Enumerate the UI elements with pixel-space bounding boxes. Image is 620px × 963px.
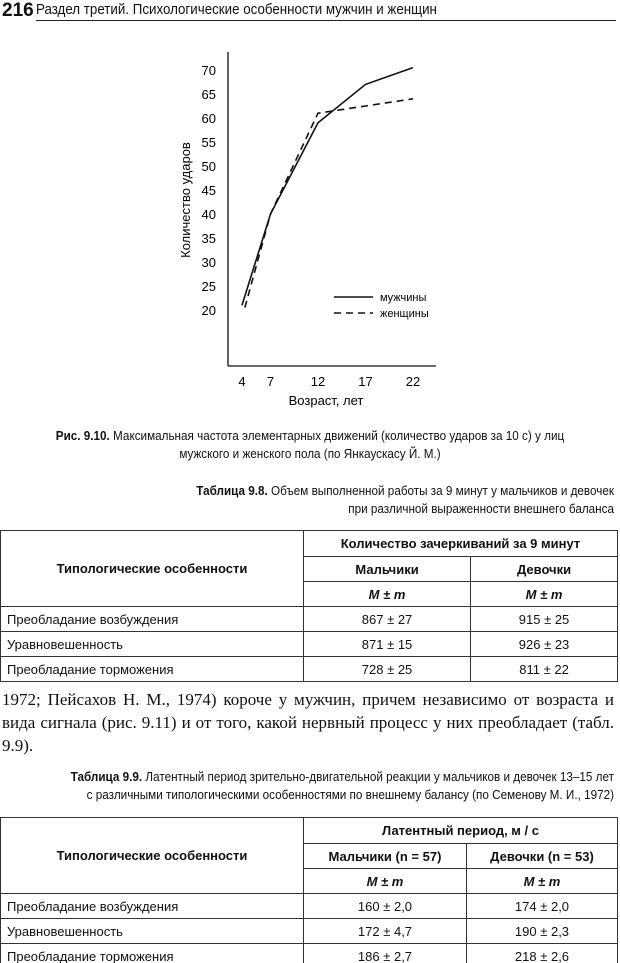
- caption-line: Латентный период зрительно-двигательной реакции у мальчиков и девочек 13–15 лет: [145, 769, 615, 784]
- caption-line: Объем выполненной работы за 9 минут у мальчиков и девочек: [271, 483, 614, 498]
- table-98: [0, 530, 618, 682]
- table-98-label: Таблица 9.8.: [196, 483, 268, 498]
- group-header: Количество зачеркиваний за 9 минут: [304, 531, 618, 557]
- row-label: Преобладание торможения: [1, 657, 304, 682]
- x-tick-label: 22: [405, 374, 421, 389]
- row-label: Преобладание торможения: [1, 944, 304, 963]
- cell-girls: 174 ± 2,0: [466, 894, 617, 919]
- stat-header: M ± m: [466, 869, 617, 894]
- series-line-women: [245, 99, 413, 308]
- legend-label: мужчины: [380, 292, 427, 304]
- sub-header-girls: Девочки (n = 53): [466, 844, 617, 869]
- table-row: [1, 919, 618, 944]
- figure-caption-text: Максимальная частота элементарных движений (количество ударов за 10 с) у лиц мужского и женского пола (по Янкаускасу Й. М.): [113, 428, 565, 461]
- sub-header-girls: Девочки: [471, 557, 618, 582]
- x-tick-label: 12: [310, 374, 326, 389]
- y-tick-label: 50: [201, 159, 216, 174]
- cell-boys: 871 ± 15: [304, 632, 471, 657]
- figure-label: Рис. 9.10.: [55, 428, 110, 443]
- y-tick-label: 65: [201, 87, 216, 102]
- table-row: [1, 607, 618, 632]
- stat-header: M ± m: [304, 869, 467, 894]
- table-99: [0, 817, 618, 963]
- cell-boys: 728 ± 25: [304, 657, 471, 682]
- table-98-caption: [2, 482, 614, 518]
- col-header: Типологические особенности: [1, 818, 304, 894]
- y-tick-label: 70: [201, 63, 216, 78]
- row-label: Преобладание возбуждения: [1, 607, 304, 632]
- y-tick-label: 45: [201, 183, 216, 198]
- col-header: Типологические особенности: [1, 531, 304, 607]
- line-chart: [0, 0, 620, 420]
- body-paragraph: 1972; Пейсахов Н. М., 1974) короче у мужчин, причем независимо от возраста и вида сигнала (рис. 9.11) и от того, какой нервный процесс у них преобладает (табл. 9.9).: [2, 690, 614, 755]
- row-label: Преобладание возбуждения: [1, 894, 304, 919]
- row-label: Уравновешенность: [1, 632, 304, 657]
- cell-boys: 867 ± 27: [304, 607, 471, 632]
- cell-girls: 190 ± 2,3: [466, 919, 617, 944]
- y-tick-label: 20: [201, 303, 216, 318]
- sub-header-boys: Мальчики: [304, 557, 471, 582]
- stat-header: M ± m: [471, 582, 618, 607]
- y-tick-label: 35: [201, 231, 216, 246]
- running-header: Раздел третий. Психологические особенности мужчин и женщин: [36, 2, 437, 18]
- cell-boys: 172 ± 4,7: [304, 919, 467, 944]
- caption-line: при различной выраженности внешнего баланса: [348, 501, 614, 516]
- x-axis-label: Возраст, лет: [288, 393, 364, 408]
- x-tick-label: 7: [266, 374, 275, 389]
- legend-label: женщины: [380, 308, 429, 320]
- table-row: [1, 657, 618, 682]
- page-number: 216: [2, 0, 34, 21]
- x-tick-label: 4: [238, 374, 246, 389]
- table-99-caption: [2, 768, 614, 804]
- y-tick-label: 25: [201, 279, 216, 294]
- y-tick-label: 30: [201, 255, 216, 270]
- table-row: [1, 632, 618, 657]
- cell-girls: 915 ± 25: [471, 607, 618, 632]
- y-axis-label: Количество ударов: [178, 142, 193, 258]
- row-label: Уравновешенность: [1, 919, 304, 944]
- group-header: Латентный период, м / с: [304, 818, 618, 844]
- table-row: [1, 894, 618, 919]
- sub-header-boys: Мальчики (n = 57): [304, 844, 467, 869]
- cell-boys: 186 ± 2,7: [304, 944, 467, 963]
- x-tick-label: 17: [358, 374, 373, 389]
- cell-boys: 160 ± 2,0: [304, 894, 467, 919]
- cell-girls: 811 ± 22: [471, 657, 618, 682]
- cell-girls: 926 ± 23: [471, 632, 618, 657]
- figure-caption: [31, 427, 589, 463]
- caption-line: с различными типологическими особенностями по внешнему балансу (по Семенову М. И., 1972): [86, 787, 614, 802]
- table-99-label: Таблица 9.9.: [70, 769, 143, 784]
- y-tick-label: 55: [201, 135, 216, 150]
- y-tick-label: 60: [201, 111, 216, 126]
- y-tick-label: 40: [201, 207, 216, 222]
- cell-girls: 218 ± 2,6: [466, 944, 617, 963]
- stat-header: M ± m: [304, 582, 471, 607]
- table-row: [1, 944, 618, 963]
